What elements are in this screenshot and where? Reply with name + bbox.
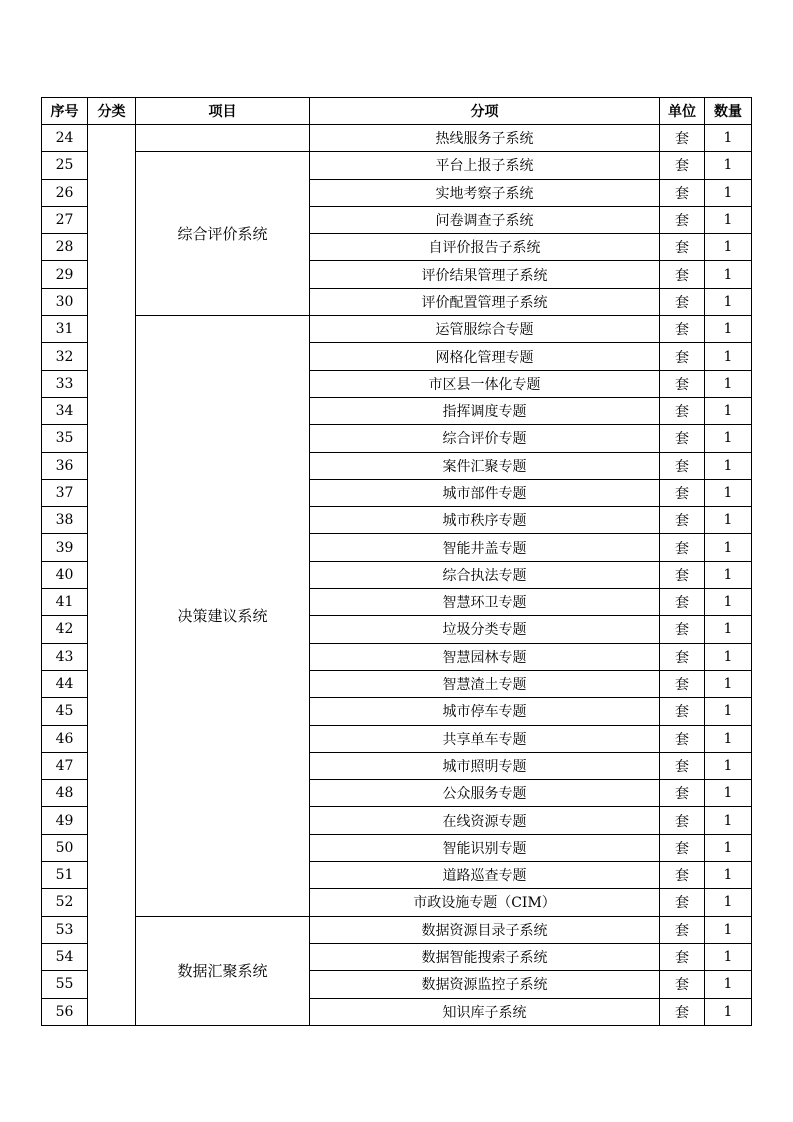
item-cell: 数据资源监控子系统: [310, 971, 660, 998]
row-number: 36: [42, 452, 88, 479]
unit-cell: 套: [660, 288, 705, 315]
unit-cell: 套: [660, 397, 705, 424]
qty-cell: 1: [705, 670, 752, 697]
row-number: 52: [42, 889, 88, 916]
project-cell: 数据汇聚系统: [136, 916, 310, 1025]
item-cell: 评价配置管理子系统: [310, 288, 660, 315]
row-number: 42: [42, 616, 88, 643]
row-number: 24: [42, 125, 88, 152]
qty-cell: 1: [705, 616, 752, 643]
qty-cell: 1: [705, 807, 752, 834]
qty-cell: 1: [705, 125, 752, 152]
unit-cell: 套: [660, 343, 705, 370]
unit-cell: 套: [660, 425, 705, 452]
qty-cell: 1: [705, 780, 752, 807]
row-number: 54: [42, 943, 88, 970]
row-number: 51: [42, 862, 88, 889]
unit-cell: 套: [660, 643, 705, 670]
qty-cell: 1: [705, 534, 752, 561]
item-cell: 数据资源目录子系统: [310, 916, 660, 943]
item-cell: 问卷调查子系统: [310, 206, 660, 233]
item-cell: 智能井盖专题: [310, 534, 660, 561]
unit-cell: 套: [660, 179, 705, 206]
qty-cell: 1: [705, 179, 752, 206]
items-table: [41, 97, 752, 1026]
row-number: 29: [42, 261, 88, 288]
unit-cell: 套: [660, 479, 705, 506]
qty-cell: 1: [705, 234, 752, 261]
unit-cell: 套: [660, 589, 705, 616]
unit-cell: 套: [660, 316, 705, 343]
header-row: [42, 98, 752, 125]
qty-cell: 1: [705, 643, 752, 670]
row-number: 37: [42, 479, 88, 506]
unit-cell: 套: [660, 561, 705, 588]
item-cell: 评价结果管理子系统: [310, 261, 660, 288]
unit-cell: 套: [660, 916, 705, 943]
row-number: 44: [42, 670, 88, 697]
item-cell: 自评价报告子系统: [310, 234, 660, 261]
qty-cell: 1: [705, 370, 752, 397]
header-item: 分项: [310, 98, 660, 125]
unit-cell: 套: [660, 834, 705, 861]
item-cell: 网格化管理专题: [310, 343, 660, 370]
unit-cell: 套: [660, 507, 705, 534]
item-cell: 共享单车专题: [310, 725, 660, 752]
item-cell: 垃圾分类专题: [310, 616, 660, 643]
qty-cell: 1: [705, 397, 752, 424]
row-number: 38: [42, 507, 88, 534]
unit-cell: 套: [660, 261, 705, 288]
unit-cell: 套: [660, 971, 705, 998]
item-cell: 平台上报子系统: [310, 152, 660, 179]
row-number: 50: [42, 834, 88, 861]
item-cell: 在线资源专题: [310, 807, 660, 834]
item-cell: 城市停车专题: [310, 698, 660, 725]
unit-cell: 套: [660, 206, 705, 233]
row-number: 43: [42, 643, 88, 670]
qty-cell: 1: [705, 479, 752, 506]
row-number: 33: [42, 370, 88, 397]
qty-cell: 1: [705, 725, 752, 752]
unit-cell: 套: [660, 862, 705, 889]
table-row: [42, 316, 752, 343]
item-cell: 城市秩序专题: [310, 507, 660, 534]
unit-cell: 套: [660, 752, 705, 779]
category-cell: [88, 125, 136, 1026]
item-cell: 城市部件专题: [310, 479, 660, 506]
unit-cell: 套: [660, 534, 705, 561]
item-cell: 市政设施专题（CIM）: [310, 889, 660, 916]
row-number: 48: [42, 780, 88, 807]
unit-cell: 套: [660, 234, 705, 261]
item-cell: 运管服综合专题: [310, 316, 660, 343]
qty-cell: 1: [705, 589, 752, 616]
qty-cell: 1: [705, 507, 752, 534]
qty-cell: 1: [705, 698, 752, 725]
row-number: 45: [42, 698, 88, 725]
project-cell: 决策建议系统: [136, 316, 310, 917]
qty-cell: 1: [705, 561, 752, 588]
qty-cell: 1: [705, 425, 752, 452]
row-number: 53: [42, 916, 88, 943]
qty-cell: 1: [705, 152, 752, 179]
row-number: 28: [42, 234, 88, 261]
item-cell: 实地考察子系统: [310, 179, 660, 206]
item-cell: 智慧环卫专题: [310, 589, 660, 616]
qty-cell: 1: [705, 862, 752, 889]
unit-cell: 套: [660, 152, 705, 179]
item-cell: 城市照明专题: [310, 752, 660, 779]
header-unit: 单位: [660, 98, 705, 125]
unit-cell: 套: [660, 698, 705, 725]
qty-cell: 1: [705, 998, 752, 1025]
item-cell: 智能识别专题: [310, 834, 660, 861]
unit-cell: 套: [660, 725, 705, 752]
row-number: 34: [42, 397, 88, 424]
unit-cell: 套: [660, 125, 705, 152]
header-qty: 数量: [705, 98, 752, 125]
unit-cell: 套: [660, 370, 705, 397]
header-category: 分类: [88, 98, 136, 125]
table-row: [42, 152, 752, 179]
qty-cell: 1: [705, 834, 752, 861]
qty-cell: 1: [705, 261, 752, 288]
row-number: 49: [42, 807, 88, 834]
row-number: 32: [42, 343, 88, 370]
item-cell: 案件汇聚专题: [310, 452, 660, 479]
item-cell: 市区县一体化专题: [310, 370, 660, 397]
row-number: 55: [42, 971, 88, 998]
row-number: 39: [42, 534, 88, 561]
row-number: 46: [42, 725, 88, 752]
table-body: [42, 125, 752, 1026]
unit-cell: 套: [660, 670, 705, 697]
row-number: 56: [42, 998, 88, 1025]
qty-cell: 1: [705, 943, 752, 970]
qty-cell: 1: [705, 316, 752, 343]
qty-cell: 1: [705, 916, 752, 943]
qty-cell: 1: [705, 343, 752, 370]
unit-cell: 套: [660, 943, 705, 970]
item-cell: 智慧园林专题: [310, 643, 660, 670]
item-cell: 热线服务子系统: [310, 125, 660, 152]
row-number: 47: [42, 752, 88, 779]
row-number: 30: [42, 288, 88, 315]
qty-cell: 1: [705, 971, 752, 998]
unit-cell: 套: [660, 998, 705, 1025]
header-no: 序号: [42, 98, 88, 125]
row-number: 27: [42, 206, 88, 233]
row-number: 41: [42, 589, 88, 616]
table-row: [42, 916, 752, 943]
qty-cell: 1: [705, 206, 752, 233]
qty-cell: 1: [705, 752, 752, 779]
row-number: 31: [42, 316, 88, 343]
qty-cell: 1: [705, 452, 752, 479]
row-number: 35: [42, 425, 88, 452]
unit-cell: 套: [660, 889, 705, 916]
item-cell: 指挥调度专题: [310, 397, 660, 424]
item-cell: 公众服务专题: [310, 780, 660, 807]
unit-cell: 套: [660, 780, 705, 807]
item-cell: 数据智能搜索子系统: [310, 943, 660, 970]
item-cell: 综合评价专题: [310, 425, 660, 452]
project-cell: 综合评价系统: [136, 152, 310, 316]
header-project: 项目: [136, 98, 310, 125]
unit-cell: 套: [660, 807, 705, 834]
qty-cell: 1: [705, 288, 752, 315]
item-cell: 智慧渣土专题: [310, 670, 660, 697]
project-cell: [136, 125, 310, 152]
row-number: 25: [42, 152, 88, 179]
row-number: 40: [42, 561, 88, 588]
item-cell: 综合执法专题: [310, 561, 660, 588]
unit-cell: 套: [660, 616, 705, 643]
qty-cell: 1: [705, 889, 752, 916]
item-cell: 知识库子系统: [310, 998, 660, 1025]
row-number: 26: [42, 179, 88, 206]
unit-cell: 套: [660, 452, 705, 479]
table-row: [42, 125, 752, 152]
item-cell: 道路巡查专题: [310, 862, 660, 889]
